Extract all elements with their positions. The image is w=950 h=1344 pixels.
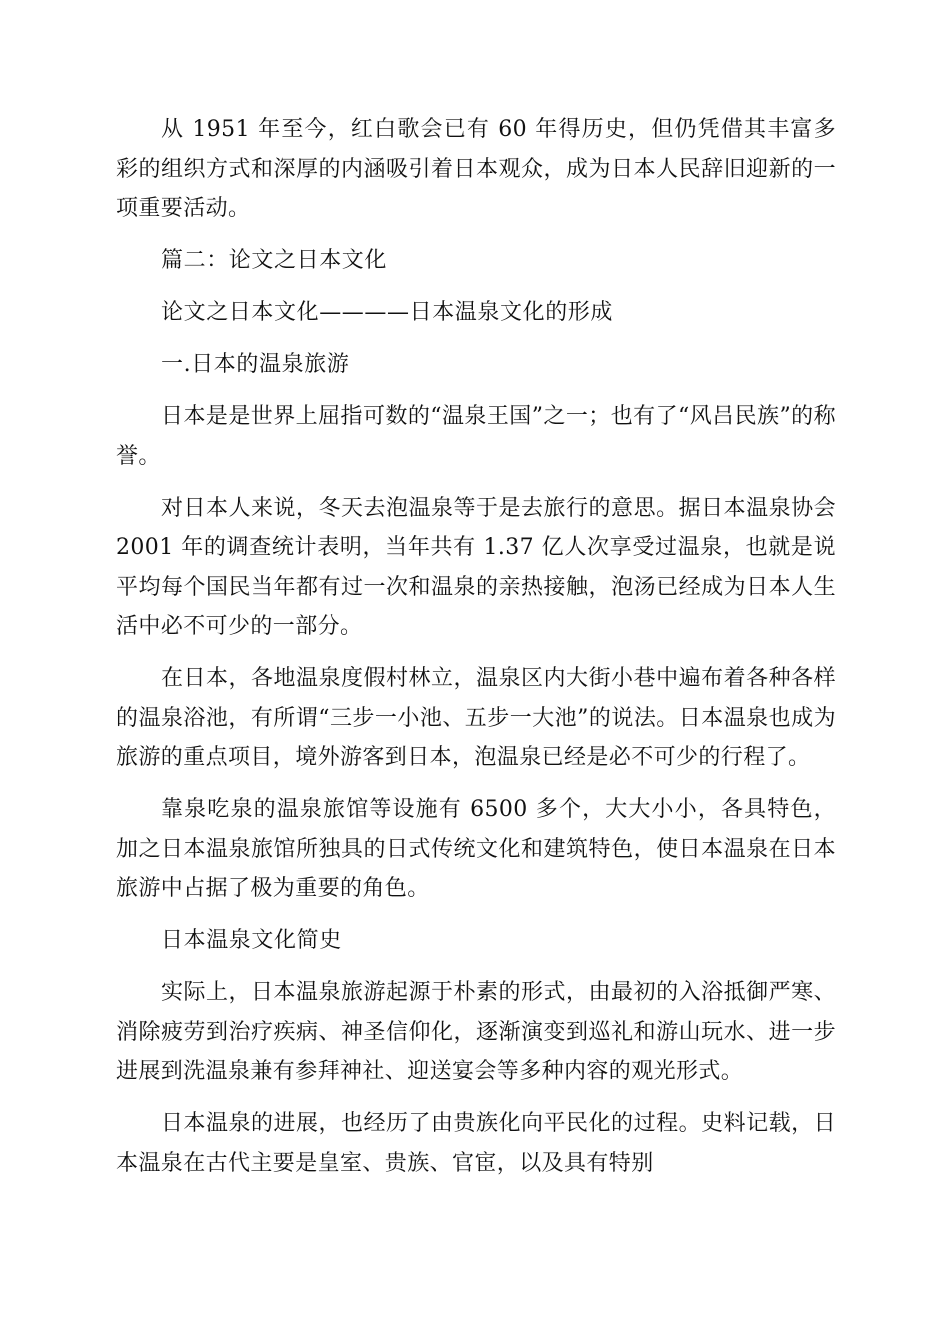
paragraph-ryokan-facilities: 靠泉吃泉的温泉旅馆等设施有 6500 多个，大大小小，各具特色，加之日本温泉旅馆所独具的日式传统文化和建筑特色，使日本温泉在日本旅游中占据了极为重要的角色。 (116, 797, 836, 901)
paragraph-origins: 实际上，日本温泉旅游起源于朴素的形式，由最初的入浴抵御严寒、消除疲劳到治疗疾病、神圣信仰化，逐渐演变到巡礼和游山玩水、进一步进展到洗温泉兼有参拜神社、迎送宴会等多种内容的观光形式。 (116, 980, 836, 1084)
section-heading-part-two: 篇二：论文之日本文化 (161, 248, 388, 273)
essay-title: 论文之日本文化————日本温泉文化的形成 (161, 300, 614, 325)
document-page (116, 110, 836, 1196)
paragraph-resorts-everywhere: 在日本，各地温泉度假村林立，温泉区内大街小巷中遍布着各种各样的温泉浴池，有所谓“三步一小池、五步一大池”的说法。日本温泉也成为旅游的重点项目，境外游客到日本，泡温泉已经是必不可少的行程了。 (116, 666, 836, 770)
subsection-heading-hot-spring-tourism: 一.日本的温泉旅游 (161, 352, 350, 377)
subsection-heading-history: 日本温泉文化简史 (161, 928, 342, 953)
paragraph-hot-spring-kingdom: 日本是是世界上屈指可数的“温泉王国”之一；也有了“风吕民族”的称誉。 (116, 404, 836, 469)
paragraph-red-white-song-contest: 从 1951 年至今，红白歌会已有 60 年得历史，但仍凭借其丰富多彩的组织方式和深厚的内涵吸引着日本观众，成为日本人民辞旧迎新的一项重要活动。 (116, 117, 836, 221)
paragraph-winter-bathing-statistics: 对日本人来说，冬天去泡温泉等于是去旅行的意思。据日本温泉协会 2001 年的调查统计表明，当年共有 1.37 亿人次享受过温泉，也就是说平均每个国民当年都有过一次和温泉的亲热接触，泡汤已经成为日本人生活中必不可少的一部分。 (116, 495, 836, 639)
paragraph-aristocracy-to-commoners: 日本温泉的进展，也经历了由贵族化向平民化的过程。史料记载，日本温泉在古代主要是皇室、贵族、官宦，以及具有特别 (116, 1111, 836, 1176)
